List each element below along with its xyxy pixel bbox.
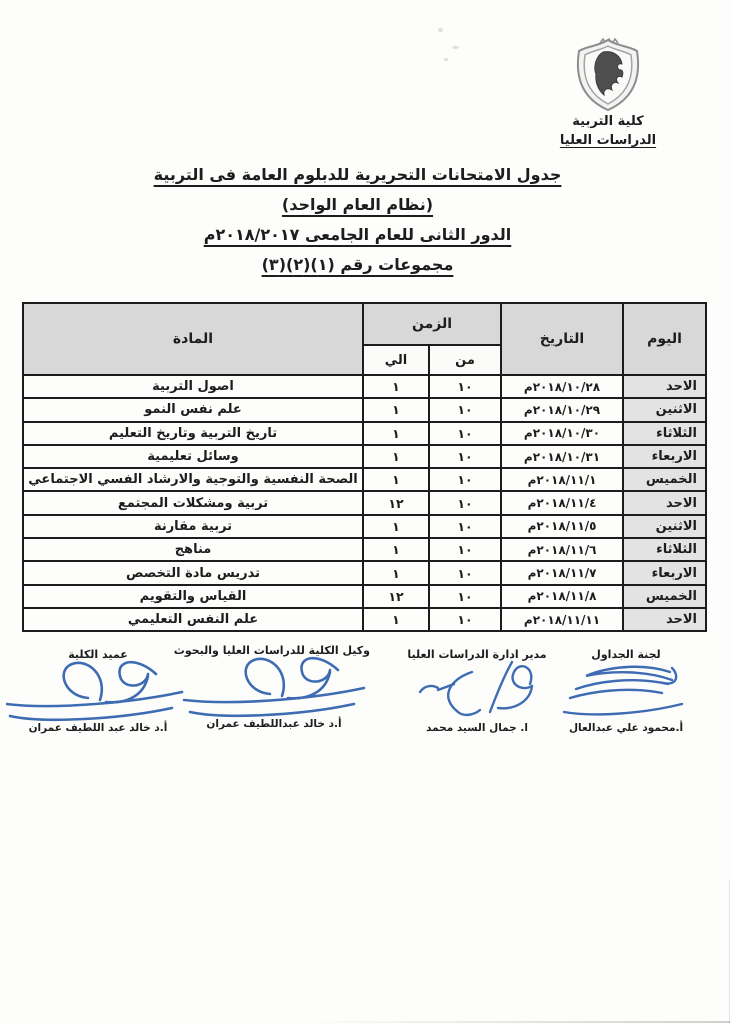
cell-subject: تربية مقارنة xyxy=(23,515,363,538)
cell-subject: علم النفس التعليمي xyxy=(23,608,363,631)
signature-scribble xyxy=(6,652,186,730)
table-row xyxy=(23,468,706,491)
cell-date: ٢٠١٨/١٠/٢٨م xyxy=(501,375,623,398)
signature-scribble xyxy=(552,656,700,728)
cell-subject: علم نفس النمو xyxy=(23,398,363,421)
signature-block-grad-studies-director xyxy=(398,648,556,734)
cell-to: ١٢ xyxy=(363,585,429,608)
cell-from: ١٠ xyxy=(429,468,501,491)
cell-day: الاربعاء xyxy=(623,561,706,584)
cell-date: ٢٠١٨/١٠/٢٩م xyxy=(501,398,623,421)
exam-schedule-table xyxy=(22,302,707,632)
cell-day: الثلاثاء xyxy=(623,422,706,445)
signature-title: عميد الكلية xyxy=(68,648,128,661)
cell-from: ١٠ xyxy=(429,561,501,584)
faculty-seal-icon xyxy=(567,36,649,112)
header-subject: المادة xyxy=(23,303,363,375)
cell-day: الخميس xyxy=(623,585,706,608)
signature-name: أ.د خالد عبد اللطيف عمران xyxy=(28,722,168,734)
cell-date: ٢٠١٨/١٠/٣٠م xyxy=(501,422,623,445)
cell-to: ١ xyxy=(363,608,429,631)
header-day: اليوم xyxy=(623,303,706,375)
header-time: الزمن xyxy=(363,303,501,345)
cell-to: ١ xyxy=(363,445,429,468)
cell-subject: القياس والتقويم xyxy=(23,585,363,608)
cell-from: ١٠ xyxy=(429,608,501,631)
scan-speck xyxy=(452,46,459,49)
signature-title: مدير ادارة الدراسات العليا xyxy=(407,648,547,661)
cell-day: الثلاثاء xyxy=(623,538,706,561)
table-row xyxy=(23,445,706,468)
cell-from: ١٠ xyxy=(429,585,501,608)
cell-date: ٢٠١٨/١١/٤م xyxy=(501,491,623,514)
table-row xyxy=(23,422,706,445)
table-row xyxy=(23,515,706,538)
cell-date: ٢٠١٨/١١/٨م xyxy=(501,585,623,608)
header-date: التاريخ xyxy=(501,303,623,375)
cell-to: ١ xyxy=(363,375,429,398)
signature-block-vice-dean xyxy=(173,644,370,730)
table-row xyxy=(23,585,706,608)
title-line-2: (نظام العام الواحد) xyxy=(281,195,434,214)
cell-subject: تربية ومشكلات المجتمع xyxy=(23,491,363,514)
cell-to: ١ xyxy=(363,422,429,445)
cell-date: ٢٠١٨/١١/٦م xyxy=(501,538,623,561)
signature-scribble xyxy=(398,654,556,730)
cell-from: ١٠ xyxy=(429,422,501,445)
table-row xyxy=(23,538,706,561)
cell-from: ١٠ xyxy=(429,375,501,398)
cell-day: الاثنين xyxy=(623,398,706,421)
table-row xyxy=(23,561,706,584)
cell-to: ١ xyxy=(363,538,429,561)
title-line-3: الدور الثانى للعام الجامعى ٢٠١٨/٢٠١٧م xyxy=(203,225,512,244)
cell-day: الخميس xyxy=(623,468,706,491)
cell-date: ٢٠١٨/١١/١م xyxy=(501,468,623,491)
cell-subject: مناهج xyxy=(23,538,363,561)
table-row xyxy=(23,491,706,514)
scan-speck xyxy=(444,58,448,61)
header-time-to: الي xyxy=(363,345,429,375)
cell-date: ٢٠١٨/١١/٥م xyxy=(501,515,623,538)
cell-date: ٢٠١٨/١٠/٣١م xyxy=(501,445,623,468)
cell-from: ١٠ xyxy=(429,515,501,538)
cell-subject: تدريس مادة التخصص xyxy=(23,561,363,584)
signature-scribble xyxy=(178,648,370,728)
faculty-name: كلية التربية xyxy=(572,114,644,129)
cell-subject: وسائل تعليمية xyxy=(23,445,363,468)
signature-name: أ.د خالد عبداللطيف عمران xyxy=(206,718,342,730)
cell-day: الاحد xyxy=(623,375,706,398)
cell-to: ١ xyxy=(363,561,429,584)
cell-to: ١٢ xyxy=(363,491,429,514)
header-time-from: من xyxy=(429,345,501,375)
signature-title: لجنة الجداول xyxy=(591,648,661,661)
letterhead xyxy=(548,36,668,148)
cell-day: الاحد xyxy=(623,608,706,631)
cell-to: ١ xyxy=(363,515,429,538)
scan-speck xyxy=(438,28,443,32)
cell-from: ١٠ xyxy=(429,445,501,468)
cell-day: الاحد xyxy=(623,491,706,514)
cell-date: ٢٠١٨/١١/٧م xyxy=(501,561,623,584)
signature-block-dean xyxy=(18,648,178,734)
exam-table-body xyxy=(23,375,706,631)
cell-subject: تاريخ التربية وتاريخ التعليم xyxy=(23,422,363,445)
cell-day: الاربعاء xyxy=(623,445,706,468)
signature-name: أ.محمود علي عبدالعال xyxy=(568,722,684,734)
title-line-4: مجموعات رقم (١)(٢)(٣) xyxy=(261,255,454,274)
document-title xyxy=(95,160,620,280)
signature-name: ا. جمال السيد محمد xyxy=(426,722,528,734)
title-line-1: جدول الامتحانات التحريرية للدبلوم العامة فى التربية xyxy=(153,165,562,184)
cell-subject: اصول التربية xyxy=(23,375,363,398)
cell-subject: الصحة النفسية والتوجية والارشاد الفسي الاجتماعي xyxy=(23,468,363,491)
cell-from: ١٠ xyxy=(429,398,501,421)
cell-from: ١٠ xyxy=(429,491,501,514)
scan-edge-shadow xyxy=(300,1021,730,1023)
cell-day: الاثنين xyxy=(623,515,706,538)
department-name: الدراسات العليا xyxy=(559,133,657,148)
cell-to: ١ xyxy=(363,468,429,491)
table-row xyxy=(23,398,706,421)
table-row xyxy=(23,375,706,398)
signature-block-schedules-committee xyxy=(552,648,700,734)
signature-title: وكيل الكلية للدراسات العليا والبحوث xyxy=(173,644,370,657)
cell-date: ٢٠١٨/١١/١١م xyxy=(501,608,623,631)
table-row xyxy=(23,608,706,631)
cell-to: ١ xyxy=(363,398,429,421)
cell-from: ١٠ xyxy=(429,538,501,561)
